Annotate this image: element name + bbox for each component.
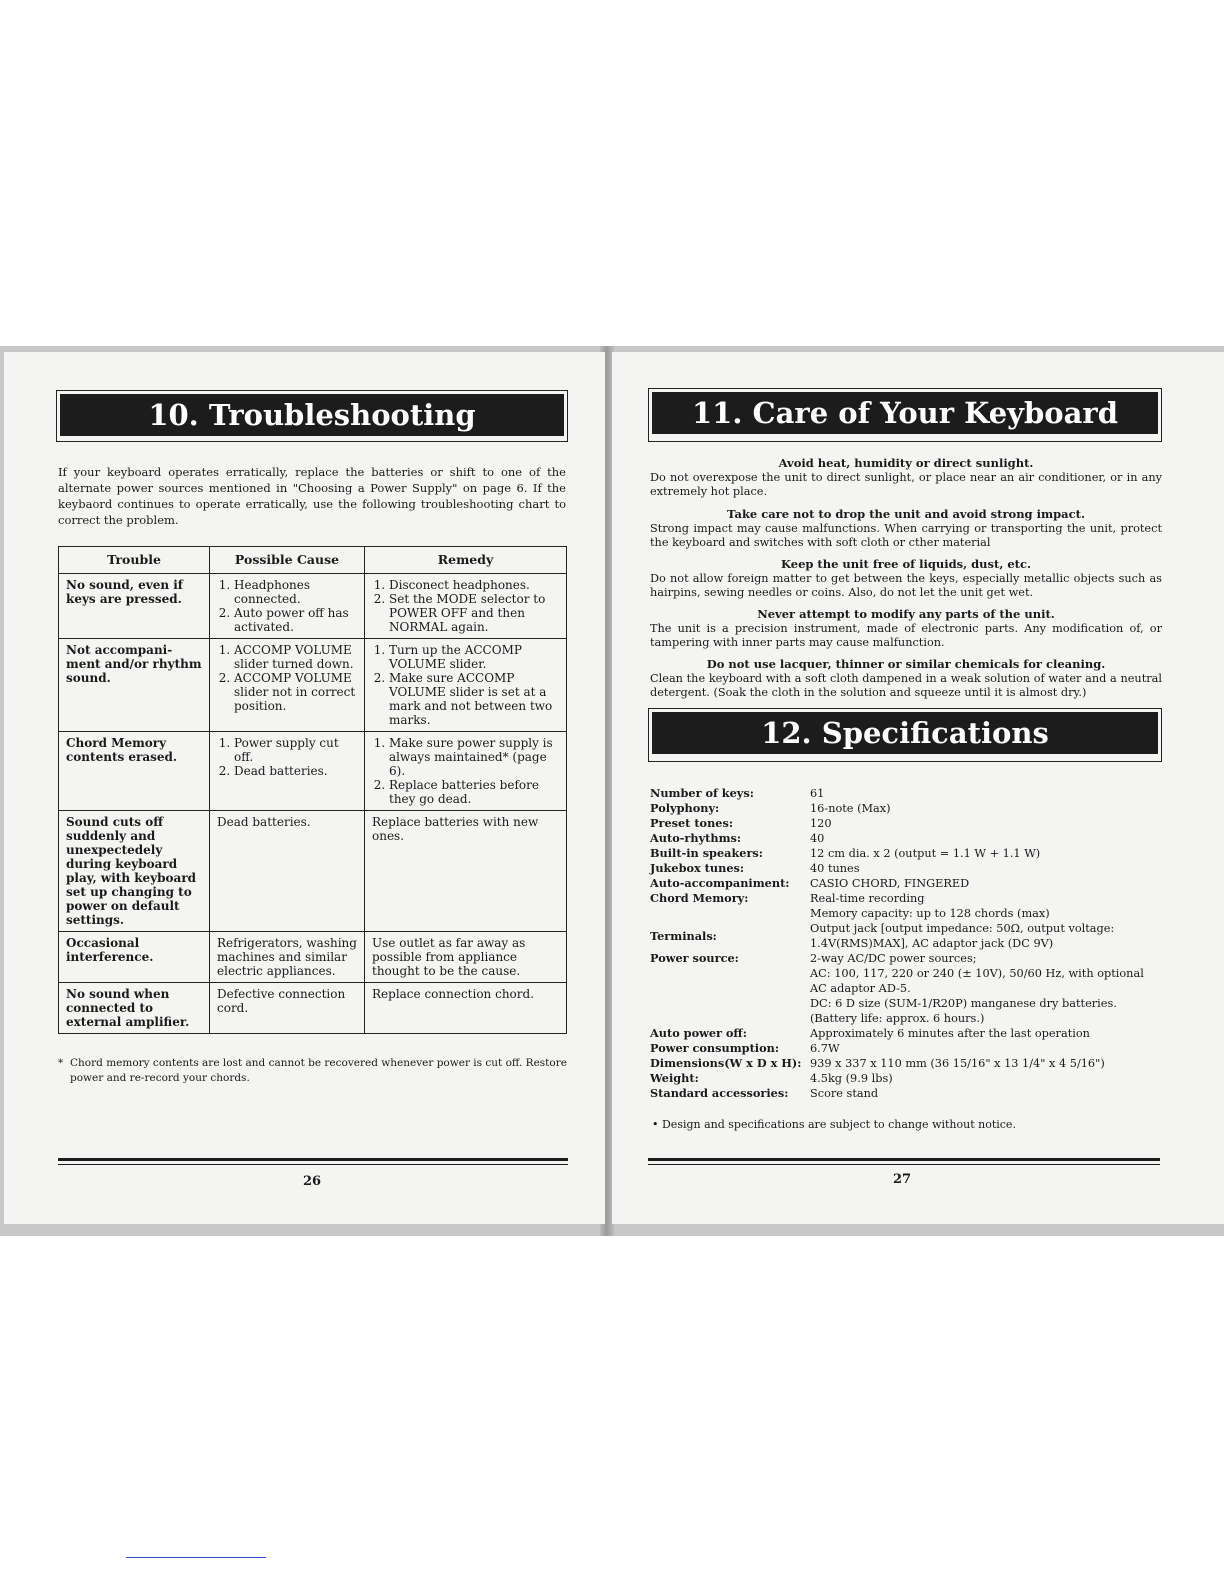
footnote-mark: * <box>58 1057 64 1069</box>
spec-value <box>810 876 1144 891</box>
remedy-cell: Use outlet as far away as possible from appliance thought to be the cause. <box>365 932 567 983</box>
remedy-cell: Replace connection chord. <box>365 983 567 1034</box>
spec-row <box>650 1056 1144 1071</box>
spec-label: Weight: <box>650 1071 699 1085</box>
troubleshooting-title-box <box>56 390 568 442</box>
remedy-cell <box>365 732 567 811</box>
footer-rule-thin <box>648 1164 1160 1165</box>
spec-row <box>650 1041 1144 1056</box>
spec-row <box>650 1071 1144 1086</box>
care-heading: Take care not to drop the unit and avoid strong impact. <box>727 507 1085 521</box>
table-row <box>59 574 567 639</box>
spec-line: 40 tunes <box>810 862 860 875</box>
care-heading: Keep the unit free of liquids, dust, etc. <box>781 557 1031 571</box>
table-row <box>59 732 567 811</box>
spec-title: 12. Specifications <box>652 712 1158 754</box>
spec-line: Score stand <box>810 1087 879 1100</box>
care-heading: Never attempt to modify any parts of the unit. <box>757 607 1055 621</box>
care-section-heat <box>650 456 1162 500</box>
care-section-liquids <box>650 557 1162 601</box>
right-page <box>612 352 1224 1224</box>
footer-rule <box>58 1158 568 1161</box>
spec-line: 4.5kg (9.9 lbs) <box>810 1072 893 1085</box>
page-number-26: 26 <box>302 1174 322 1189</box>
spec-line: 6.7W <box>810 1042 840 1055</box>
cause-item: 1. ACCOMP VOLUME slider turned down. <box>234 643 357 671</box>
spec-label: Power source: <box>650 951 739 965</box>
spec-row <box>650 801 1144 816</box>
cause-cell <box>210 574 365 639</box>
footer-rule <box>648 1158 1160 1161</box>
spec-label: Auto power off: <box>650 1026 747 1040</box>
spec-line: Output jack [output impedance: 50Ω, output voltage: <box>810 922 1115 935</box>
remedy-item: 2. Replace batteries before they go dead. <box>389 778 559 806</box>
header-trouble: Trouble <box>59 547 210 574</box>
spec-label: Power consumption: <box>650 1041 780 1055</box>
troubleshooting-title: 10. Troubleshooting <box>60 394 564 436</box>
spec-line: 61 <box>810 787 825 800</box>
spec-value <box>810 951 1144 1026</box>
care-heading: Avoid heat, humidity or direct sunlight. <box>778 456 1034 470</box>
spec-label: Terminals: <box>650 928 717 943</box>
link-underline <box>126 1557 266 1558</box>
trouble-cell: Chord Memory contents erased. <box>59 732 210 811</box>
cause-item: 2. ACCOMP VOLUME slider not in correct position. <box>234 671 357 713</box>
care-text: Do not overexpose the unit to direct sunlight, or place near an air conditioner, or in any extremely hot place. <box>650 470 1162 498</box>
spec-line: 120 <box>810 817 832 830</box>
spec-value <box>810 1041 1144 1056</box>
spec-value <box>810 831 1144 846</box>
spec-line: Real-time recording <box>810 892 925 905</box>
spec-value <box>810 1071 1144 1086</box>
spec-row <box>650 846 1144 861</box>
remedy-item: 1. Turn up the ACCOMP VOLUME slider. <box>389 643 559 671</box>
spec-value <box>810 921 1144 951</box>
spec-label: Built-in speakers: <box>650 846 763 860</box>
footer-rule-thin <box>58 1164 568 1165</box>
spec-line: 16-note (Max) <box>810 802 891 815</box>
care-heading: Do not use lacquer, thinner or similar chemicals for cleaning. <box>706 657 1106 671</box>
troubleshooting-intro: If your keyboard operates erratically, replace the batteries or shift to one of the alternate power sources mentioned in "Choosing a Power Supply" on page 6. If the keybaord continues to operate erratically, use the following troubleshooting chart to correct the problem. <box>58 465 566 527</box>
trouble-cell: No sound when connected to external amplifier. <box>59 983 210 1034</box>
chord-memory-footnote <box>58 1056 568 1086</box>
spec-line: CASIO CHORD, FINGERED <box>810 877 970 890</box>
spec-label: Polyphony: <box>650 801 720 815</box>
spec-line: DC: 6 D size (SUM-1/R20P) manganese dry batteries. <box>810 997 1117 1010</box>
spec-line: AC adaptor AD-5. <box>810 982 911 995</box>
spec-label: Standard accessories: <box>650 1086 789 1100</box>
spec-line: (Battery life: approx. 6 hours.) <box>810 1012 985 1025</box>
cause-cell: Refrigerators, washing machines and similar electric appliances. <box>210 932 365 983</box>
spec-row <box>650 816 1144 831</box>
remedy-cell <box>365 574 567 639</box>
spec-row <box>650 786 1144 801</box>
footnote-text: Chord memory contents are lost and cannot be recovered whenever power is cut off. Restore power and re-record your chords. <box>70 1057 567 1084</box>
spec-row <box>650 951 1144 1026</box>
spec-value <box>810 786 1144 801</box>
troubleshooting-table <box>58 546 567 1034</box>
remedy-cell: Replace batteries with new ones. <box>365 811 567 932</box>
table-row <box>59 983 567 1034</box>
trouble-cell: Not accompani-ment and/or rhythm sound. <box>59 639 210 732</box>
cause-item: 2. Auto power off has activated. <box>234 606 357 634</box>
spec-row <box>650 1086 1144 1101</box>
spec-label: Number of keys: <box>650 786 754 800</box>
care-text: The unit is a precision instrument, made of electronic parts. Any modification of, or tampering with inner parts may cause malfunction. <box>650 621 1162 649</box>
remedy-item: 1. Disconect headphones. <box>389 578 559 592</box>
cause-cell <box>210 732 365 811</box>
spec-row <box>650 891 1144 921</box>
spec-value <box>810 861 1144 876</box>
manual-spread <box>0 346 1224 1236</box>
trouble-cell: No sound, even if keys are pressed. <box>59 574 210 639</box>
cause-item: 2. Dead batteries. <box>234 764 357 778</box>
spec-line: 1.4V(RMS)MAX], AC adaptor jack (DC 9V) <box>810 937 1054 950</box>
spec-line: Approximately 6 minutes after the last operation <box>810 1027 1090 1040</box>
spec-label: Preset tones: <box>650 816 734 830</box>
care-section-cleaning <box>650 657 1162 701</box>
header-remedy: Remedy <box>365 547 567 574</box>
table-row <box>59 811 567 932</box>
spec-value <box>810 1086 1144 1101</box>
spec-value <box>810 891 1144 921</box>
care-text: Do not allow foreign matter to get between the keys, especially metallic objects such as hairpins, sewing needles or coins. Also, do not let the unit get wet. <box>650 571 1162 599</box>
remedy-cell <box>365 639 567 732</box>
spec-line: 939 x 337 x 110 mm (36 15/16" x 13 1/4" x 4 5/16") <box>810 1057 1105 1070</box>
table-row <box>59 639 567 732</box>
spec-value <box>810 816 1144 831</box>
care-title: 11. Care of Your Keyboard <box>652 392 1158 434</box>
care-text: Clean the keyboard with a soft cloth dampened in a weak solution of water and a neutral detergent. (Soak the cloth in the solution and squeeze until it is almost dry.) <box>650 671 1162 699</box>
spec-line: AC: 100, 117, 220 or 240 (± 10V), 50/60 Hz, with optional <box>810 967 1144 980</box>
table-row <box>59 932 567 983</box>
spec-line: 40 <box>810 832 825 845</box>
spec-change-note: • Design and specifications are subject to change without notice. <box>652 1118 1016 1131</box>
cause-item: 1. Headphones connected. <box>234 578 357 606</box>
spec-table <box>650 786 1144 1101</box>
care-title-box <box>648 388 1162 442</box>
spec-row <box>650 831 1144 846</box>
cause-cell: Defective connection cord. <box>210 983 365 1034</box>
spec-line: 2-way AC/DC power sources; <box>810 952 977 965</box>
spec-value <box>810 801 1144 816</box>
header-possible-cause: Possible Cause <box>210 547 365 574</box>
spec-label: Dimensions(W x D x H): <box>650 1056 802 1070</box>
spec-row <box>650 921 1144 951</box>
spec-label: Auto-rhythms: <box>650 831 742 845</box>
spec-label: Jukebox tunes: <box>650 861 745 875</box>
spec-line: Memory capacity: up to 128 chords (max) <box>810 907 1050 920</box>
spec-value <box>810 1026 1144 1041</box>
cause-cell <box>210 639 365 732</box>
care-section-modify <box>650 607 1162 651</box>
spec-line: 12 cm dia. x 2 (output = 1.1 W + 1.1 W) <box>810 847 1041 860</box>
cause-item: 1. Power supply cut off. <box>234 736 357 764</box>
trouble-cell: Sound cuts off suddenly and unexpectedely during keyboard play, with keyboard set up changing to power on default settings. <box>59 811 210 932</box>
spec-label: Auto-accompaniment: <box>650 876 790 890</box>
care-text: Strong impact may cause malfunctions. When carrying or transporting the unit, protect the keyboard and switches with soft cloth or cther material <box>650 521 1162 549</box>
trouble-cell: Occasional interference. <box>59 932 210 983</box>
spec-title-box <box>648 708 1162 762</box>
spec-row <box>650 861 1144 876</box>
remedy-item: 1. Make sure power supply is always maintained* (page 6). <box>389 736 559 778</box>
left-page <box>4 352 605 1224</box>
care-section-impact <box>650 507 1162 551</box>
spec-value <box>810 1056 1144 1071</box>
table-header-row <box>59 547 567 574</box>
spec-label: Chord Memory: <box>650 891 749 905</box>
spec-value <box>810 846 1144 861</box>
remedy-item: 2. Make sure ACCOMP VOLUME slider is set at a mark and not between two marks. <box>389 671 559 727</box>
remedy-item: 2. Set the MODE selector to POWER OFF and then NORMAL again. <box>389 592 559 634</box>
page-number-27: 27 <box>892 1172 912 1187</box>
spec-row <box>650 1026 1144 1041</box>
spec-row <box>650 876 1144 891</box>
cause-cell: Dead batteries. <box>210 811 365 932</box>
